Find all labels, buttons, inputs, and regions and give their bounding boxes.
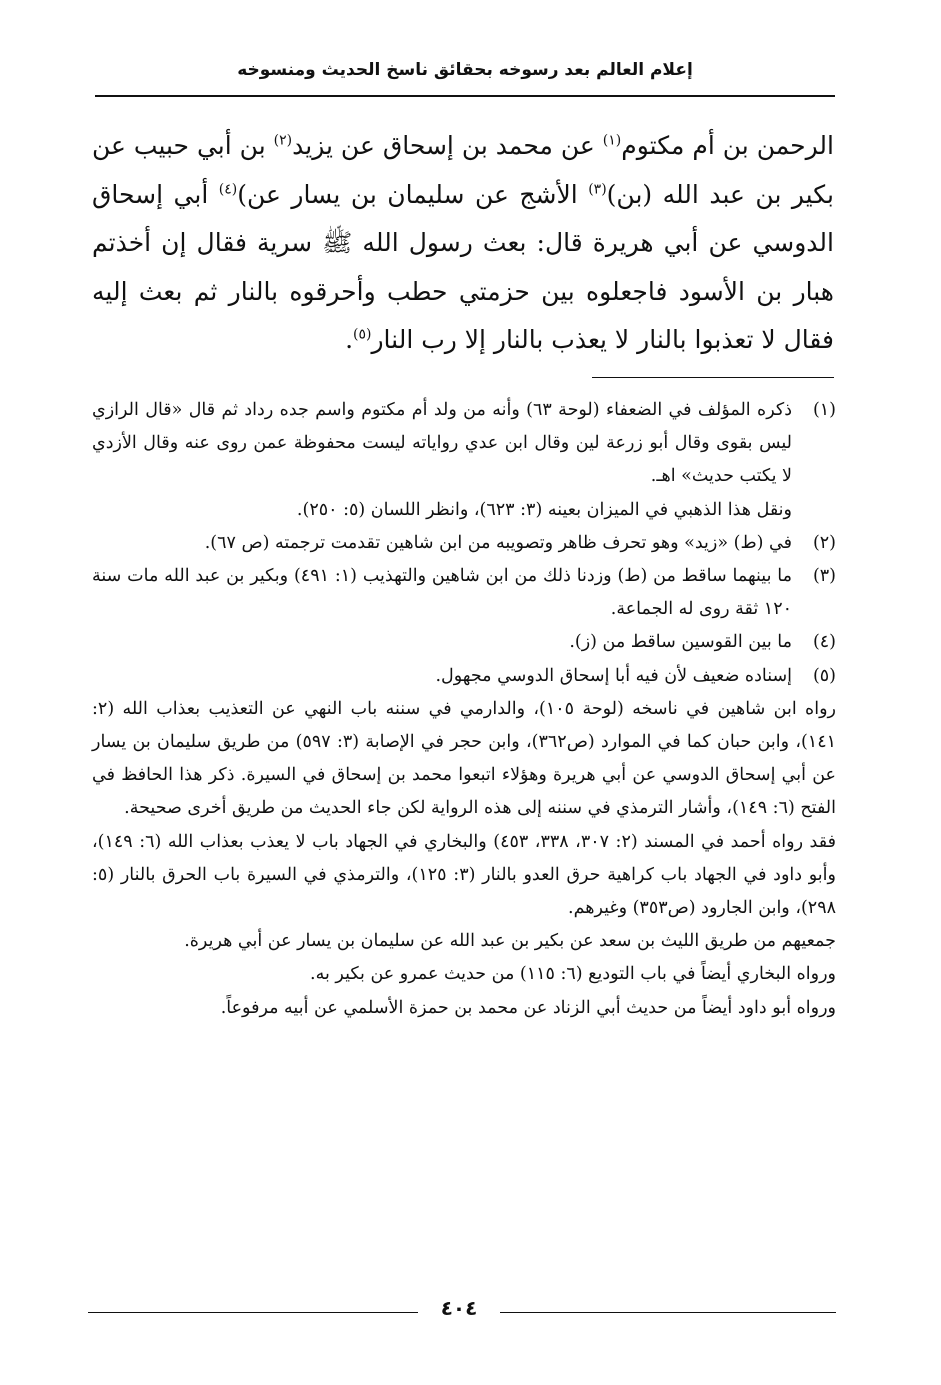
footnote [92,394,836,494]
footnote-ref: (١) [602,132,622,149]
footnote-number: (٥) [812,665,836,686]
page-number: ٤٠٤ [440,1296,478,1320]
footer-rule [88,1312,418,1313]
main-text [92,122,834,365]
footer-rule [500,1312,836,1313]
footnote-number: (١) [812,400,836,420]
footnote-number: (٣) [812,566,836,587]
footnote-ref: (٤) [218,181,238,198]
header-rule [95,95,835,97]
footnote-number: (٤) [812,632,836,653]
main-text-segment: أبي إسحاق الدوسي عن أبي هريرة قال: بعث رسول الله ﷺ سرية فقال إن أخذتم هبار بن الأسود فاجعلوه بين حزمتي حطب وأحرقوه بالنار ثم بعث إليه فقال لا تعذبوا بالنار لا يعذب بالنار إلا رب النار [92,179,834,354]
commentary-paragraph: ورواه البخاري أيضاً في باب التوديع (٦: ١١٥) من حديث عمرو عن بكير به. [310,964,836,985]
main-text-segment: بن أبي حبيب عن بكير بن عبد الله (بن) [92,131,834,209]
commentary-paragraph: جمعيهم من طريق الليث بن سعد عن بكير بن عبد الله عن سليمان بن يسار عن أبي هريرة. [184,931,836,952]
footnote [92,527,836,560]
footnote-separator [592,377,834,378]
footnote-text: ما بين القوسين ساقط من (ز). [569,632,792,653]
commentary-paragraph: فقد رواه أحمد في المسند (٢: ٣٠٧، ٣٣٨، ٤٥٣) والبخاري في الجهاد باب لا يعذب بعذاب الله (٦: ١٤٩)، وأبو داود في الجهاد باب كراهية حرق العدو بالنار (٣: ١٢٥)، والترمذي في السيرة باب الحرق بالنار (٥: ٢٩٨)، وابن الجارود (ص٣٥٣) وغيرهم. [92,831,836,919]
footnote-text: في (ط) «زيد» وهو تحرف ظاهر وتصويبه من ابن شاهين تقدمت ترجمته (ص ٦٧). [204,532,792,553]
running-title: إعلام العالم بعد رسوخه بحقائق ناسخ الحديث ومنسوخه [237,60,693,80]
commentary-paragraph: رواه ابن شاهين في ناسخه (لوحة ١٠٥)، والدارمي في سننه باب النهي عن التعذيب بعذاب الله (٢: ١٤١)، وابن حبان كما في الموارد (ص٣٦٢)، وابن حجر في الإصابة (٣: ٥٩٧) من طريق سليمان بن يسار عن أبي إسحاق الدوسي عن أبي هريرة وهؤلاء اتبعوا محمد بن إسحاق في السيرة. ذكر هذا الحافظ في الفتح (٦: ١٤٩)، وأشار الترمذي في سننه إلى هذه الرواية لكن جاء الحديث من طريق أخرى صحيحة. [92,698,836,819]
footnote [92,660,836,693]
footnote-ref: (٣) [588,181,607,198]
commentary-paragraph: ورواه أبو داود أيضاً من حديث أبي الزناد عن محمد بن حمزة الأسلمي عن أبيه مرفوعاً. [220,997,836,1018]
footnote-text: ونقل هذا الذهبي في الميزان بعينه (٣: ٦٢٣)، وانظر اللسان (٥: ٢٥٠). [296,499,792,520]
main-text-segment: . [345,325,354,354]
footnote-text: إسناده ضعيف لأن فيه أبا إسحاق الدوسي مجهول. [435,665,792,686]
footnote-text: ما بينهما ساقط من (ط) وزدنا ذلك من ابن شاهين والتهذيب (١: ٤٩١) وبكير بن عبد الله مات سنة ١٢٠ ثقة روى له الجماعة. [92,566,792,620]
main-text-segment: الأشج عن سليمان بن يسار عن) [237,179,589,209]
main-text-segment: عن محمد بن إسحاق عن يزيد [292,131,603,160]
footnote [92,560,836,626]
main-text-segment: الرحمن بن أم مكتوم [621,131,834,160]
footnote-ref: (٥) [353,326,372,343]
footnotes [92,394,836,1025]
footnote [92,626,836,659]
footnote-text: ذكره المؤلف في الضعفاء (لوحة ٦٣) وأنه من ولد أم مكتوم واسم جده رداد ثم قال «قال الرازي ليس بقوى وقال أبو زرعة لين وقال ابن عدي رواياته ليست محفوظة عمن روى عنه وقال الأزدي لا يكتب حديث» اهـ. [92,400,792,487]
footnote-number: (٢) [812,532,836,553]
footnote [92,494,836,527]
footnote-ref: (٢) [273,132,293,149]
